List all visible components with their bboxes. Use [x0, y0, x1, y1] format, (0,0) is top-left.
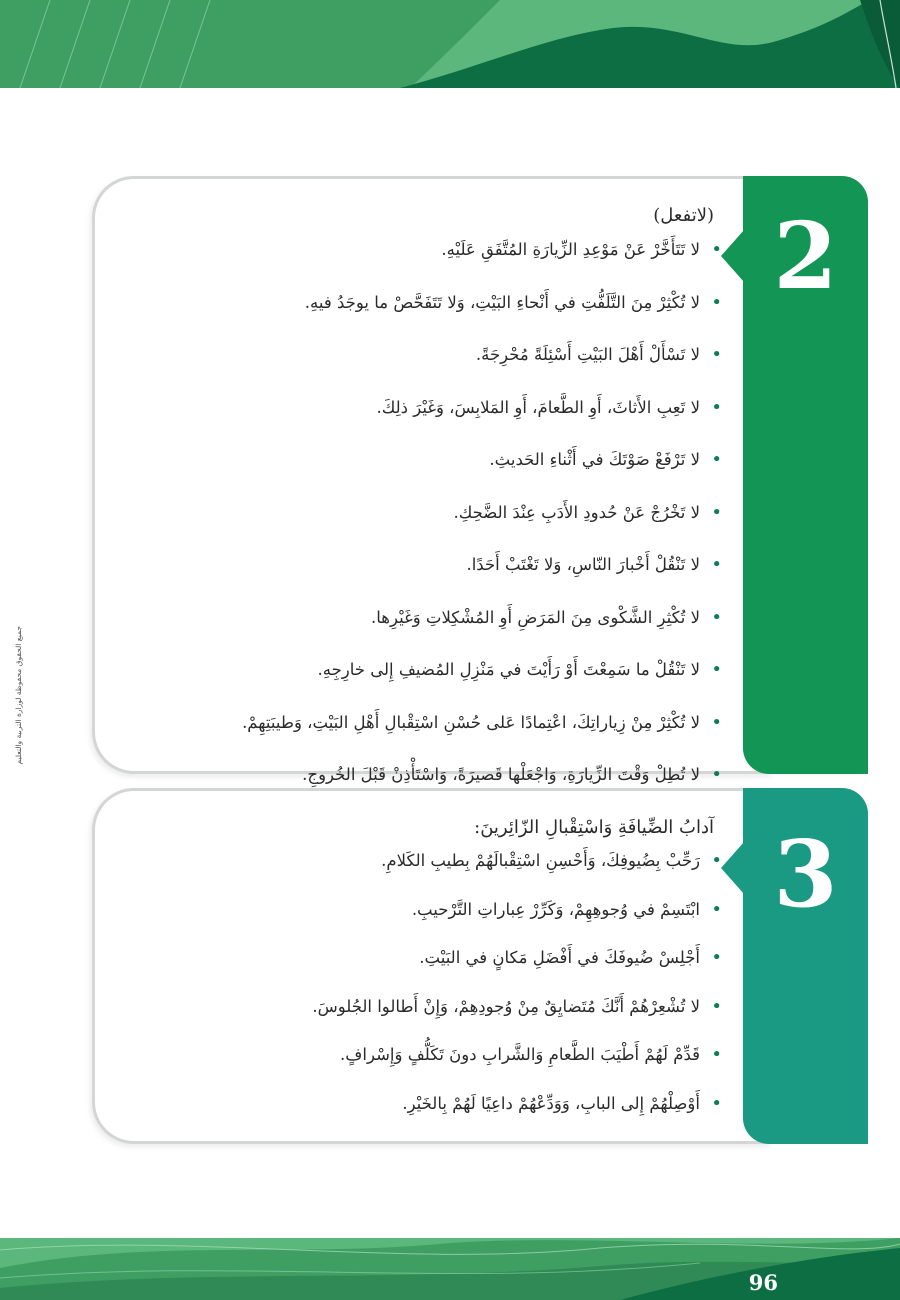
list-item: • لا تُكْثِرْ مِنْ زِياراتِكَ، اعْتِمادًا عَلى حُسْنِ اسْتِقْبالِ أَهْلِ البَيْتِ، وَطيبَتِهِمْ. — [88, 705, 728, 758]
top-banner-graphic — [0, 0, 900, 88]
section-3 — [92, 788, 868, 1144]
hospitality-list — [88, 844, 728, 1135]
list-item: • لا تُشْعِرْهُمْ أَنَّكَ مُتَضايِقٌ مِنْ وُجودِهِمْ، وَإِنْ أَطالوا الجُلوسَ. — [88, 990, 728, 1039]
list-item: • لا تَنْقُلْ ما سَمِعْتَ أَوْ رَأَيْتَ في مَنْزِلِ المُضيفِ إِلى خارِجِهِ. — [88, 652, 728, 705]
list-item: • لا تَعِبِ الأَثاثَ، أَوِ الطَّعامَ، أَوِ المَلابِسَ، وَغَيْرَ ذلِكَ. — [88, 390, 728, 443]
list-item: • لا تُطِلْ وَقْتَ الزِّيارَةِ، وَاجْعَلْها قَصيرَةً، وَاسْتَأْذِنْ قَبْلَ الخُروجِ. — [88, 757, 728, 810]
copyright-note — [4, 300, 32, 1090]
list-item: • أَوْصِلْهُمْ إِلى البابِ، وَوَدِّعْهُمْ داعِيًا لَهُمْ بِالخَيْرِ. — [88, 1087, 728, 1136]
list-item: • قَدِّمْ لَهُمْ أَطْيَبَ الطَّعامِ وَالشَّرابِ دونَ تَكَلُّفٍ وَإِسْرافٍ. — [88, 1038, 728, 1087]
list-item: • لا تَسْأَلْ أَهْلَ البَيْتِ أَسْئِلَةً مُحْرِجَةً. — [88, 337, 728, 390]
section-number: 3 — [773, 820, 838, 928]
list-item: • رَحِّبْ بِضُيوفِكَ، وَأَحْسِنِ اسْتِقْبالَهُمْ بِطيبِ الكَلامِ. — [88, 844, 728, 893]
list-item: • لا تَتَأَخَّرْ عَنْ مَوْعِدِ الزِّيارَةِ المُتَّفَقِ عَلَيْهِ. — [88, 232, 728, 285]
section-3-number-tab — [743, 788, 868, 1144]
section-title: (لاتفعل) — [653, 205, 714, 226]
section-number: 2 — [773, 202, 838, 310]
rules-list — [88, 232, 728, 810]
page-number: 96 — [748, 1270, 778, 1295]
list-item: • لا تَخْرُجْ عَنْ حُدودِ الأَدَبِ عِنْدَ الضَّحِكِ. — [88, 495, 728, 548]
section-2 — [92, 176, 868, 784]
copyright-note-text: جميع الحقوق محفوظة لوزارة التربية والتعليم — [13, 625, 23, 765]
section-title: آدابُ الضِّيافَةِ وَاسْتِقْبالِ الزّائِرينَ: — [474, 817, 714, 838]
list-item: • لا تَنْقُلْ أَخْبارَ النّاسِ، وَلا تَغْتَبْ أَحَدًا. — [88, 547, 728, 600]
list-item: • لا تُكْثِرْ مِنَ التَّلَفُّتِ في أَنْحاءِ البَيْتِ، وَلا تَتَفَحَّصْ ما يوجَدُ فيهِ. — [88, 285, 728, 338]
list-item: • ابْتَسِمْ في وُجوهِهِمْ، وَكَرِّرْ عِباراتِ التَّرْحيبِ. — [88, 893, 728, 942]
section-3-content — [88, 814, 728, 1135]
section-2-number-tab — [743, 176, 868, 774]
list-item: • لا تُكْثِرِ الشَّكْوى مِنَ المَرَضِ أَوِ المُشْكِلاتِ وَغَيْرِها. — [88, 600, 728, 653]
list-item: • لا تَرْفَعْ صَوْتَكَ في أَثْناءِ الحَديثِ. — [88, 442, 728, 495]
top-banner — [0, 0, 900, 88]
list-item: • أَجْلِسْ ضُيوفَكَ في أَفْضَلِ مَكانٍ في البَيْتِ. — [88, 941, 728, 990]
section-2-content — [88, 202, 728, 810]
